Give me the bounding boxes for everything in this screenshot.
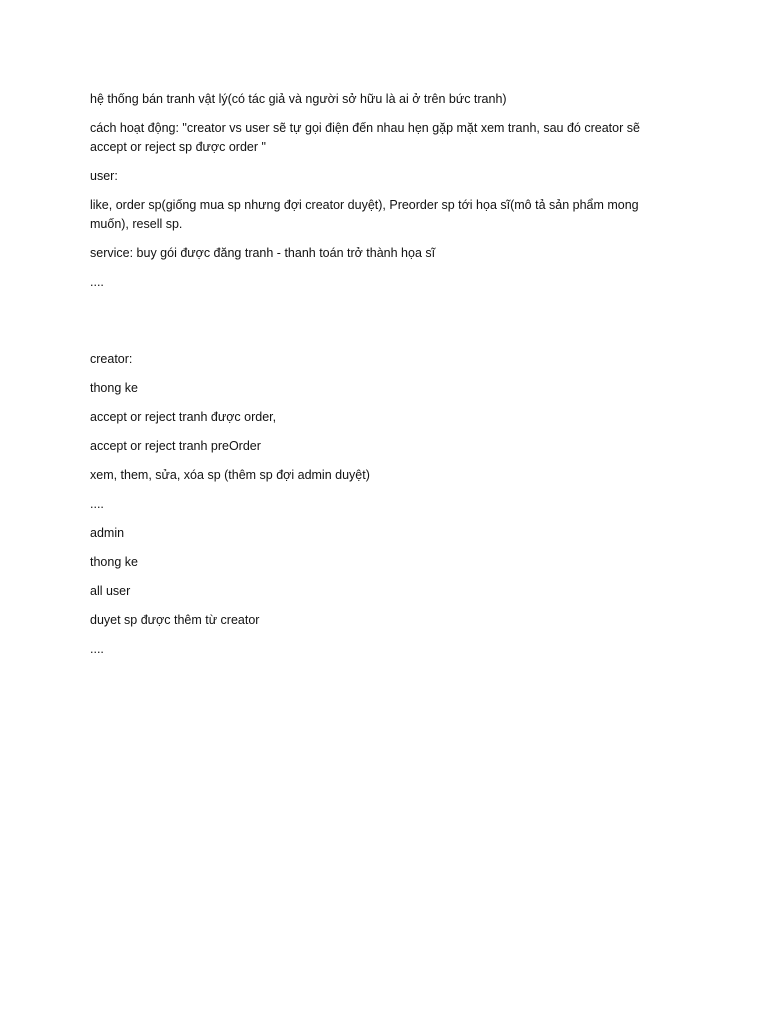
role-line: xem, them, sửa, xóa sp (thêm sp đợi admin duyệt) xyxy=(90,468,370,482)
document-body xyxy=(90,90,670,669)
role-line: all user xyxy=(90,584,131,598)
role-line: duyet sp được thêm từ creator xyxy=(90,613,260,627)
intro-line: hệ thống bán tranh vật lý(có tác giả và người sở hữu là ai ở trên bức tranh) xyxy=(90,92,507,106)
role-line: accept or reject tranh được order, xyxy=(90,410,277,424)
intro-line: .... xyxy=(90,275,104,289)
role-line: accept or reject tranh preOrder xyxy=(90,439,261,453)
intro-line: user: xyxy=(90,169,118,183)
role-line: .... xyxy=(90,497,104,511)
spacer xyxy=(90,302,670,350)
intro-line: cách hoạt động: "creator vs user sẽ tự gọi điện đến nhau hẹn gặp mặt xem tranh, sau đó creator sẽ accept or reject sp được order " xyxy=(90,121,644,154)
role-line: .... xyxy=(90,642,104,656)
intro-line: service: buy gói được đăng tranh - thanh toán trở thành họa sĩ xyxy=(90,246,436,260)
role-line: thong ke xyxy=(90,555,138,569)
role-line: thong ke xyxy=(90,381,138,395)
intro-line: like, order sp(giống mua sp nhưng đợi creator duyệt), Preorder sp tới họa sĩ(mô tả sản phẩm mong muốn), resell sp. xyxy=(90,198,643,231)
role-line: admin xyxy=(90,526,125,540)
role-line: creator: xyxy=(90,352,133,366)
